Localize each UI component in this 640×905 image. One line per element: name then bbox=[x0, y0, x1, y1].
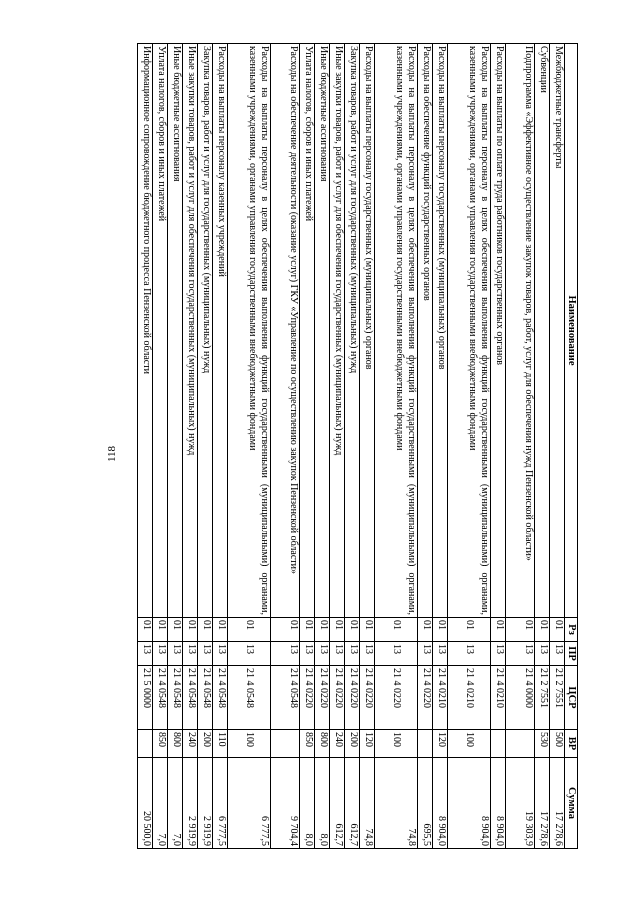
cell-pr: 13 bbox=[549, 642, 564, 666]
header-pr: ПР bbox=[564, 642, 577, 666]
cell-pr: 13 bbox=[227, 642, 270, 666]
table-row bbox=[227, 44, 270, 849]
cell-name: Иные закупки товаров, работ и услуг для обеспечения государственных (муниципальных) нужд bbox=[329, 44, 344, 618]
header-vr: ВР bbox=[564, 730, 577, 758]
table-row bbox=[212, 44, 227, 849]
cell-name: Межбюджетные трансферты bbox=[549, 44, 564, 618]
cell-name: Иные бюджетные ассигнования bbox=[167, 44, 182, 618]
cell-pr: 13 bbox=[137, 642, 152, 666]
cell-vr: 120 bbox=[359, 730, 374, 758]
cell-sum: 612,7 bbox=[329, 758, 344, 849]
cell-csr: 21 4 0220 bbox=[417, 666, 432, 730]
cell-sum: 2 919,9 bbox=[182, 758, 197, 849]
cell-rz: 01 bbox=[534, 618, 549, 642]
cell-sum: 74,8 bbox=[359, 758, 374, 849]
cell-sum: 20 500,0 bbox=[137, 758, 152, 849]
cell-vr: 530 bbox=[534, 730, 549, 758]
table-row bbox=[417, 44, 432, 849]
cell-pr: 13 bbox=[359, 642, 374, 666]
cell-sum: 7,0 bbox=[167, 758, 182, 849]
cell-name: Расходы на обеспечение функций государственных органов bbox=[417, 44, 432, 618]
cell-csr: 21 4 0210 bbox=[490, 666, 505, 730]
cell-pr: 13 bbox=[197, 642, 212, 666]
cell-rz: 01 bbox=[417, 618, 432, 642]
table-row bbox=[314, 44, 329, 849]
cell-pr: 13 bbox=[490, 642, 505, 666]
cell-pr: 13 bbox=[212, 642, 227, 666]
cell-name: Иные закупки товаров, работ и услуг для обеспечения государственных (муниципальных) нужд bbox=[182, 44, 197, 618]
cell-sum: 17 278,6 bbox=[534, 758, 549, 849]
cell-csr: 21 4 0548 bbox=[152, 666, 167, 730]
rotated-page bbox=[91, 43, 578, 848]
table-row bbox=[505, 44, 534, 849]
cell-vr bbox=[137, 730, 152, 758]
cell-name: Расходы на выплаты персоналу государственных (муниципальных) органов bbox=[359, 44, 374, 618]
cell-pr: 13 bbox=[505, 642, 534, 666]
cell-csr: 21 4 0220 bbox=[299, 666, 314, 730]
cell-rz: 01 bbox=[447, 618, 490, 642]
table-row bbox=[374, 44, 417, 849]
cell-csr: 21 4 0548 bbox=[197, 666, 212, 730]
cell-sum: 74,8 bbox=[374, 758, 417, 849]
table-row bbox=[299, 44, 314, 849]
cell-sum: 6 777,5 bbox=[227, 758, 270, 849]
cell-csr: 21 4 0220 bbox=[344, 666, 359, 730]
cell-rz: 01 bbox=[344, 618, 359, 642]
cell-pr: 13 bbox=[314, 642, 329, 666]
cell-rz: 01 bbox=[152, 618, 167, 642]
cell-pr: 13 bbox=[344, 642, 359, 666]
cell-csr: 21 4 0548 bbox=[182, 666, 197, 730]
cell-vr: 850 bbox=[152, 730, 167, 758]
cell-pr: 13 bbox=[447, 642, 490, 666]
cell-sum: 19 303,9 bbox=[505, 758, 534, 849]
cell-sum: 8 904,0 bbox=[490, 758, 505, 849]
table-row bbox=[167, 44, 182, 849]
cell-sum: 17 278,6 bbox=[549, 758, 564, 849]
cell-pr: 13 bbox=[417, 642, 432, 666]
cell-pr: 13 bbox=[182, 642, 197, 666]
cell-rz: 01 bbox=[549, 618, 564, 642]
cell-csr: 21 4 0548 bbox=[270, 666, 299, 730]
header-sum: Сумма bbox=[564, 758, 577, 849]
table-row bbox=[447, 44, 490, 849]
table-row bbox=[549, 44, 564, 849]
table-row bbox=[432, 44, 447, 849]
cell-rz: 01 bbox=[314, 618, 329, 642]
table-row bbox=[270, 44, 299, 849]
cell-sum: 7,0 bbox=[152, 758, 167, 849]
cell-vr bbox=[270, 730, 299, 758]
cell-csr: 21 4 0220 bbox=[314, 666, 329, 730]
cell-pr: 13 bbox=[299, 642, 314, 666]
table-body bbox=[137, 44, 564, 849]
cell-vr: 120 bbox=[432, 730, 447, 758]
header-rz: Рз bbox=[564, 618, 577, 642]
cell-name: Расходы на выплаты персоналу в целях обеспечения выполнения функций государственными (муниципальными) органами, казенными учреждениями, органами управления государственными внебюджетными фондами bbox=[447, 44, 490, 618]
cell-csr: 21 4 0210 bbox=[432, 666, 447, 730]
cell-name: Расходы на выплаты персоналу в целях обеспечения выполнения функций государственными (муниципальными) органами, казенными учреждениями, органами управления государственными внебюджетными фондами bbox=[374, 44, 417, 618]
cell-vr bbox=[417, 730, 432, 758]
cell-sum: 8 904,0 bbox=[447, 758, 490, 849]
cell-rz: 01 bbox=[432, 618, 447, 642]
cell-vr: 800 bbox=[167, 730, 182, 758]
header-name: Наименование bbox=[564, 44, 577, 618]
cell-rz: 01 bbox=[182, 618, 197, 642]
cell-pr: 13 bbox=[374, 642, 417, 666]
cell-vr: 110 bbox=[212, 730, 227, 758]
cell-rz: 01 bbox=[374, 618, 417, 642]
cell-csr: 21 4 0210 bbox=[447, 666, 490, 730]
cell-sum: 6 777,5 bbox=[212, 758, 227, 849]
table-row bbox=[137, 44, 152, 849]
cell-csr: 21 2 7551 bbox=[534, 666, 549, 730]
cell-pr: 13 bbox=[329, 642, 344, 666]
cell-sum: 695,5 bbox=[417, 758, 432, 849]
cell-name: Информационное сопровождение бюджетного процесса Пензенской области bbox=[137, 44, 152, 618]
cell-csr: 21 2 7551 bbox=[549, 666, 564, 730]
cell-rz: 01 bbox=[359, 618, 374, 642]
page-number: 118 bbox=[106, 445, 118, 463]
cell-pr: 13 bbox=[167, 642, 182, 666]
table-header-row bbox=[564, 44, 577, 849]
cell-csr: 21 4 0220 bbox=[374, 666, 417, 730]
cell-name: Подпрограмма «Эффективное осуществление закупок товаров, работ, услуг для обеспечения нужд Пензенской области» bbox=[505, 44, 534, 618]
cell-rz: 01 bbox=[490, 618, 505, 642]
cell-name: Закупка товаров, работ и услуг для государственных (муниципальных) нужд bbox=[344, 44, 359, 618]
cell-sum: 8,0 bbox=[314, 758, 329, 849]
cell-vr: 100 bbox=[447, 730, 490, 758]
cell-name: Уплата налогов, сборов и иных платежей bbox=[152, 44, 167, 618]
cell-vr bbox=[505, 730, 534, 758]
cell-name: Расходы на выплаты персоналу казенных учреждений bbox=[212, 44, 227, 618]
cell-rz: 01 bbox=[197, 618, 212, 642]
cell-name: Расходы на выплаты персоналу в целях обеспечения выполнения функций государственными (муниципальными) органами, казенными учреждениями, органами управления государственными внебюджетными фондами bbox=[227, 44, 270, 618]
table-row bbox=[197, 44, 212, 849]
header-csr: ЦСР bbox=[564, 666, 577, 730]
cell-vr: 240 bbox=[329, 730, 344, 758]
cell-rz: 01 bbox=[299, 618, 314, 642]
cell-pr: 13 bbox=[270, 642, 299, 666]
cell-vr: 200 bbox=[197, 730, 212, 758]
cell-rz: 01 bbox=[329, 618, 344, 642]
cell-name: Иные бюджетные ассигнования bbox=[314, 44, 329, 618]
cell-vr bbox=[490, 730, 505, 758]
cell-name: Субвенции bbox=[534, 44, 549, 618]
table-row bbox=[152, 44, 167, 849]
table-row bbox=[534, 44, 549, 849]
cell-csr: 21 4 0000 bbox=[505, 666, 534, 730]
cell-rz: 01 bbox=[137, 618, 152, 642]
cell-csr: 21 4 0220 bbox=[329, 666, 344, 730]
cell-csr: 21 4 0548 bbox=[212, 666, 227, 730]
cell-vr: 500 bbox=[549, 730, 564, 758]
cell-vr: 240 bbox=[182, 730, 197, 758]
cell-sum: 8 904,0 bbox=[432, 758, 447, 849]
cell-vr: 100 bbox=[374, 730, 417, 758]
cell-pr: 13 bbox=[152, 642, 167, 666]
cell-name: Расходы на выплаты персоналу государственных (муниципальных) органов bbox=[432, 44, 447, 618]
cell-csr: 21 5 0000 bbox=[137, 666, 152, 730]
cell-csr: 21 4 0548 bbox=[167, 666, 182, 730]
table-row bbox=[490, 44, 505, 849]
cell-rz: 01 bbox=[505, 618, 534, 642]
table-row bbox=[344, 44, 359, 849]
table-row bbox=[359, 44, 374, 849]
cell-rz: 01 bbox=[227, 618, 270, 642]
cell-csr: 21 4 0548 bbox=[227, 666, 270, 730]
cell-vr: 100 bbox=[227, 730, 270, 758]
cell-name: Расходы на выплаты по оплате труда работников государственных органов bbox=[490, 44, 505, 618]
cell-pr: 13 bbox=[534, 642, 549, 666]
cell-vr: 200 bbox=[344, 730, 359, 758]
cell-sum: 9 704,4 bbox=[270, 758, 299, 849]
cell-name: Уплата налогов, сборов и иных платежей bbox=[299, 44, 314, 618]
cell-name: Закупка товаров, работ и услуг для государственных (муниципальных) нужд bbox=[197, 44, 212, 618]
cell-vr: 850 bbox=[299, 730, 314, 758]
cell-sum: 8,0 bbox=[299, 758, 314, 849]
table-row bbox=[329, 44, 344, 849]
table-row bbox=[182, 44, 197, 849]
budget-table bbox=[137, 43, 578, 849]
cell-vr: 800 bbox=[314, 730, 329, 758]
cell-csr: 21 4 0220 bbox=[359, 666, 374, 730]
cell-pr: 13 bbox=[432, 642, 447, 666]
cell-sum: 612,7 bbox=[344, 758, 359, 849]
cell-rz: 01 bbox=[212, 618, 227, 642]
cell-sum: 2 919,9 bbox=[197, 758, 212, 849]
cell-rz: 01 bbox=[167, 618, 182, 642]
cell-rz: 01 bbox=[270, 618, 299, 642]
cell-name: Расходы на обеспечение деятельности (оказание услуг) ГКУ «Управление по осуществлению закупок Пензенской области» bbox=[270, 44, 299, 618]
